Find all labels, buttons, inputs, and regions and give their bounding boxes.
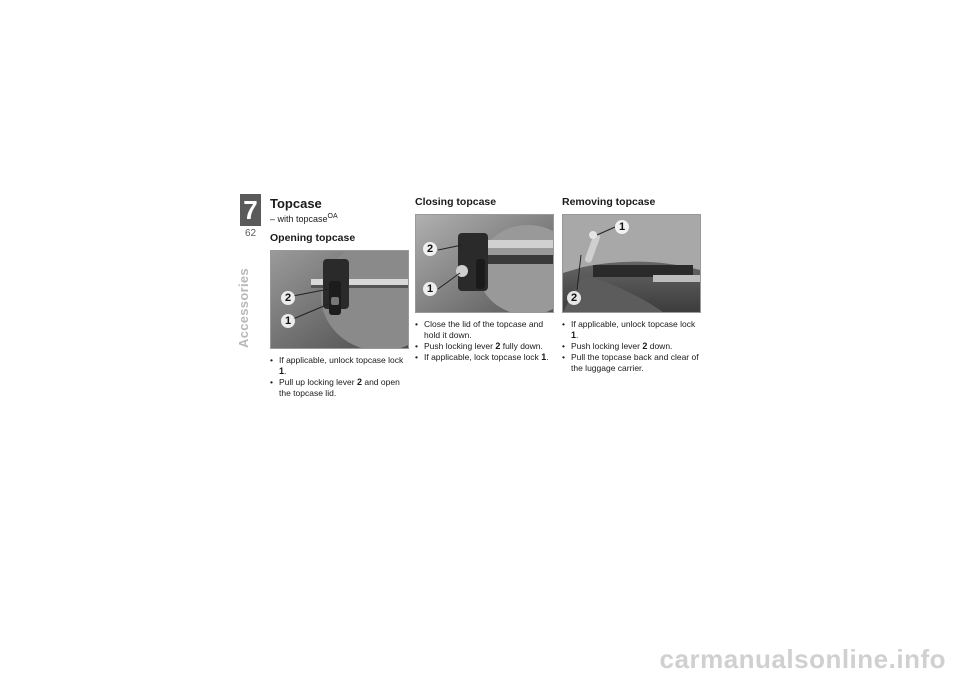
section-title-topcase: Topcase bbox=[270, 196, 322, 211]
photo-opening-topcase bbox=[270, 250, 409, 349]
callout-2: 2 bbox=[281, 291, 295, 305]
chapter-number: 7 bbox=[240, 194, 261, 226]
heading-removing-topcase: Removing topcase bbox=[562, 196, 656, 208]
column-closing bbox=[415, 196, 555, 363]
photo-removing-topcase bbox=[562, 214, 701, 313]
column-removing bbox=[562, 196, 702, 374]
list-item: • Push locking lever 2 down. bbox=[562, 341, 702, 352]
list-item: • Close the lid of the topcase and hold it down. bbox=[415, 319, 555, 341]
watermark: carmanualsonline.info bbox=[659, 644, 946, 674]
list-item: • Pull the topcase back and clear of the luggage carrier. bbox=[562, 352, 702, 374]
chapter-tab bbox=[240, 194, 261, 239]
column-opening bbox=[270, 196, 410, 399]
steps-closing bbox=[415, 319, 555, 363]
list-item: • Push locking lever 2 fully down. bbox=[415, 341, 555, 352]
heading-closing-topcase: Closing topcase bbox=[415, 196, 497, 208]
option-mark: OA bbox=[327, 213, 338, 220]
callout-1: 1 bbox=[281, 314, 295, 328]
topcase-subtitle: – with topcase$^{OA}$ bbox=[270, 213, 338, 224]
chapter-title: Accessories bbox=[236, 268, 251, 348]
callout-2: 2 bbox=[567, 291, 581, 305]
callout-1: 1 bbox=[615, 220, 629, 234]
steps-removing bbox=[562, 319, 702, 374]
page-number: 62 bbox=[244, 228, 257, 239]
heading-opening-topcase: Opening topcase bbox=[270, 232, 356, 244]
photo-closing-topcase bbox=[415, 214, 554, 313]
steps-opening bbox=[270, 355, 410, 399]
callout-2: 2 bbox=[423, 242, 437, 256]
list-item: • Pull up locking lever 2 and open the topcase lid. bbox=[270, 377, 410, 399]
callout-1: 1 bbox=[423, 282, 437, 296]
list-item: • If applicable, unlock topcase lock 1. bbox=[270, 355, 410, 377]
list-item: • If applicable, unlock topcase lock 1. bbox=[562, 319, 702, 341]
list-item: • If applicable, lock topcase lock 1. bbox=[415, 352, 555, 363]
